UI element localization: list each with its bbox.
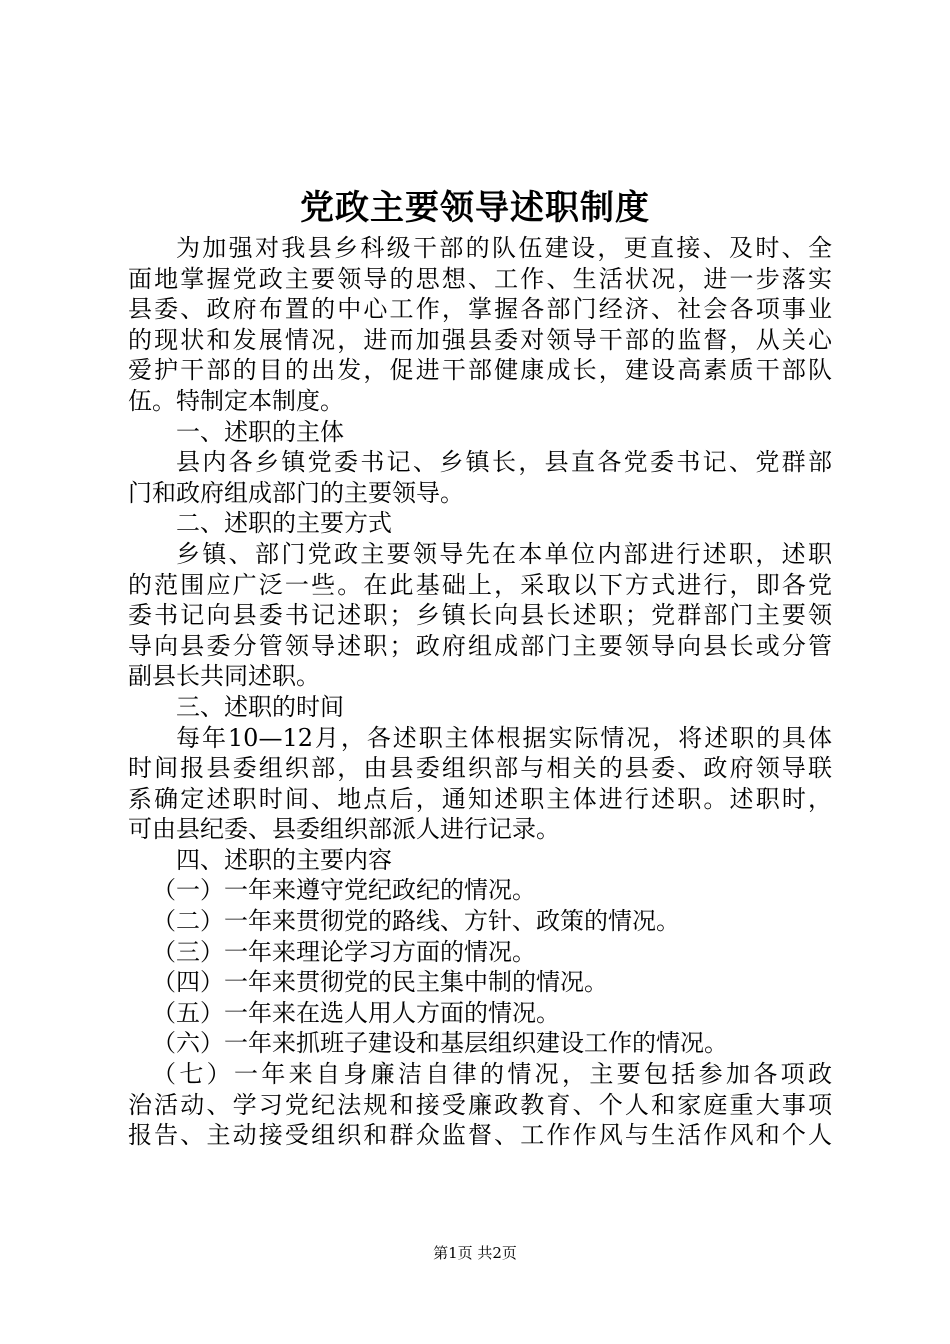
text-line: 门和政府组成部门的主要领导。 <box>128 478 464 507</box>
text-line: 每年10—12月，各述职主体根据实际情况，将述职的具体 <box>176 723 832 752</box>
text-line: 县内各乡镇党委书记、乡镇长，县直各党委书记、党群部 <box>176 448 832 477</box>
text-line: 四、述职的主要内容 <box>176 845 392 874</box>
text-line: 为加强对我县乡科级干部的队伍建设，更直接、及时、全 <box>176 234 832 262</box>
text-line: 一、述职的主体 <box>176 417 344 446</box>
text-line: 乡镇、部门党政主要领导先在本单位内部进行述职，述职 <box>176 539 832 568</box>
document-body <box>128 233 832 1151</box>
text-line: 时间报县委组织部，由县委组织部与相关的县委、政府领导联 <box>128 754 832 783</box>
text-line: 县委、政府布置的中心工作，掌握各部门经济、社会各项事业 <box>128 295 832 324</box>
text-line: 副县长共同述职。 <box>128 662 320 691</box>
text-line: （四）一年来贯彻党的民主集中制的情况。 <box>152 968 608 997</box>
text-line: 二、述职的主要方式 <box>176 509 392 538</box>
text-line: 治活动、学习党纪法规和接受廉政教育、个人和家庭重大事项 <box>128 1090 832 1119</box>
text-line: 三、述职的时间 <box>176 692 344 721</box>
text-line: 的现状和发展情况，进而加强县委对领导干部的监督，从关心 <box>128 325 832 354</box>
text-line: 的范围应广泛一些。在此基础上，采取以下方式进行，即各党 <box>128 570 832 599</box>
text-line: （三）一年来理论学习方面的情况。 <box>152 937 536 966</box>
text-line: （五）一年来在选人用人方面的情况。 <box>152 998 560 1027</box>
text-line: （一）一年来遵守党纪政纪的情况。 <box>152 876 536 905</box>
text-line: 委书记向县委书记述职；乡镇长向县长述职；党群部门主要领 <box>128 601 832 630</box>
text-line: 可由县纪委、县委组织部派人进行记录。 <box>128 815 560 844</box>
text-line: 导向县委分管领导述职；政府组成部门主要领导向县长或分管 <box>128 631 832 660</box>
text-line: 系确定述职时间、地点后，通知述职主体进行述职。述职时， <box>128 784 832 813</box>
document-title: 党政主要领导述职制度 <box>300 188 650 228</box>
text-line: 报告、主动接受组织和群众监督、工作作风与生活作风和个人 <box>128 1121 832 1150</box>
text-line: （七）一年来自身廉洁自律的情况，主要包括参加各项政 <box>152 1060 832 1089</box>
text-line: 爱护干部的目的出发，促进干部健康成长，建设高素质干部队 <box>128 356 832 385</box>
page-footer: 第1页 共2页 <box>433 1244 517 1262</box>
text-line: 面地掌握党政主要领导的思想、工作、生活状况，进一步落实 <box>128 264 832 293</box>
text-line: （二）一年来贯彻党的路线、方针、政策的情况。 <box>152 907 680 936</box>
text-line: （六）一年来抓班子建设和基层组织建设工作的情况。 <box>152 1029 728 1058</box>
text-line: 伍。特制定本制度。 <box>128 386 344 415</box>
